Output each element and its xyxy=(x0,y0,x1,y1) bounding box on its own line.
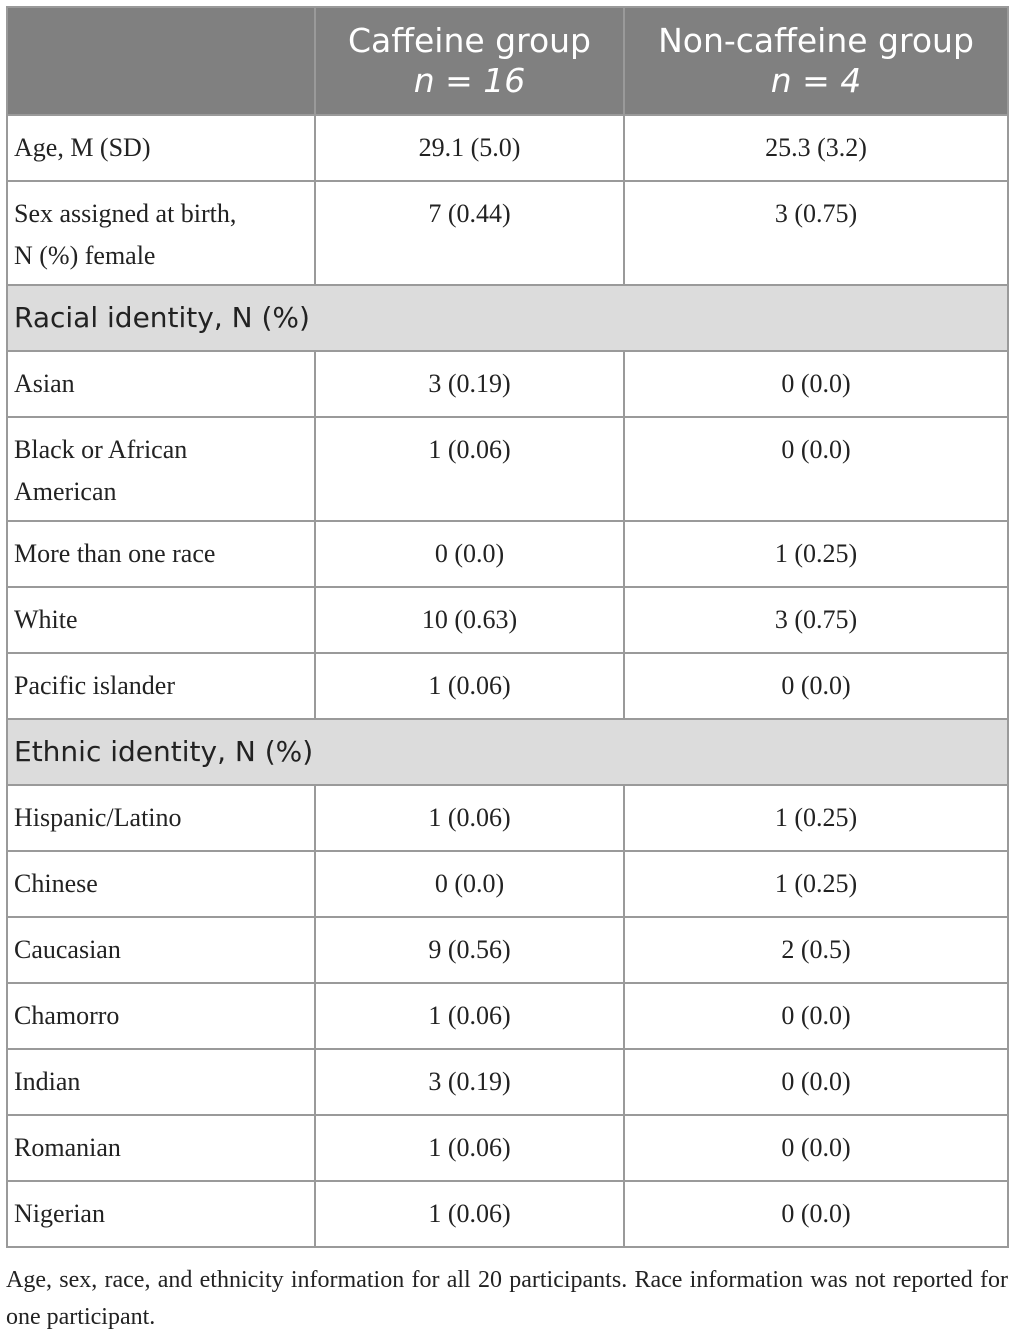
noncaffeine-value: 0 (0.0) xyxy=(624,1115,1008,1181)
caffeine-value: 0 (0.0) xyxy=(315,851,624,917)
noncaffeine-value: 0 (0.0) xyxy=(624,1049,1008,1115)
table-row-age xyxy=(7,115,1008,181)
caffeine-value: 9 (0.56) xyxy=(315,917,624,983)
noncaffeine-value: 3 (0.75) xyxy=(624,181,1008,285)
caffeine-value: 1 (0.06) xyxy=(315,417,624,521)
row-label-line: American xyxy=(14,477,117,506)
row-label-line: Black or African xyxy=(14,435,188,464)
caffeine-value: 3 (0.19) xyxy=(315,1049,624,1115)
noncaffeine-value: 0 (0.0) xyxy=(624,1181,1008,1247)
caffeine-value: 29.1 (5.0) xyxy=(315,115,624,181)
noncaffeine-group-n: n = 4 xyxy=(770,61,862,100)
noncaffeine-value: 3 (0.75) xyxy=(624,587,1008,653)
row-label: White xyxy=(7,587,315,653)
caffeine-value: 1 (0.06) xyxy=(315,653,624,719)
caffeine-value: 1 (0.06) xyxy=(315,1115,624,1181)
table-footnote: Age, sex, race, and ethnicity information for all 20 participants. Race information was not reported for one participant. xyxy=(6,1267,1008,1330)
table-row xyxy=(7,417,1008,521)
noncaffeine-value: 0 (0.0) xyxy=(624,351,1008,417)
row-label: Asian xyxy=(7,351,315,417)
table-row xyxy=(7,1181,1008,1247)
caffeine-value: 0 (0.0) xyxy=(315,521,624,587)
caffeine-group-title: Caffeine group xyxy=(347,21,592,60)
row-label xyxy=(7,181,315,285)
noncaffeine-value: 0 (0.0) xyxy=(624,417,1008,521)
row-label: Indian xyxy=(7,1049,315,1115)
demographics-table xyxy=(6,6,1009,1248)
row-label xyxy=(7,417,315,521)
noncaffeine-value: 2 (0.5) xyxy=(624,917,1008,983)
row-label-line: Sex assigned at birth, xyxy=(14,199,237,228)
table-row xyxy=(7,521,1008,587)
table-row xyxy=(7,917,1008,983)
row-label: More than one race xyxy=(7,521,315,587)
caffeine-value: 1 (0.06) xyxy=(315,785,624,851)
table-header-row xyxy=(7,7,1008,115)
header-noncaffeine-group xyxy=(624,7,1008,115)
row-label: Pacific islander xyxy=(7,653,315,719)
section-ethnic-identity xyxy=(7,719,1008,785)
table-row xyxy=(7,851,1008,917)
row-label-line: N (%) female xyxy=(14,241,156,270)
noncaffeine-value: 1 (0.25) xyxy=(624,785,1008,851)
noncaffeine-value: 0 (0.0) xyxy=(624,983,1008,1049)
table-row xyxy=(7,653,1008,719)
table-row xyxy=(7,1049,1008,1115)
caffeine-value: 3 (0.19) xyxy=(315,351,624,417)
noncaffeine-group-title: Non-caffeine group xyxy=(658,21,974,60)
caffeine-value: 1 (0.06) xyxy=(315,983,624,1049)
noncaffeine-value: 1 (0.25) xyxy=(624,851,1008,917)
row-label: Hispanic/Latino xyxy=(7,785,315,851)
caffeine-value: 7 (0.44) xyxy=(315,181,624,285)
noncaffeine-value: 25.3 (3.2) xyxy=(624,115,1008,181)
header-empty-cell xyxy=(7,7,315,115)
row-label: Romanian xyxy=(7,1115,315,1181)
noncaffeine-value: 0 (0.0) xyxy=(624,653,1008,719)
section-title: Racial identity, N (%) xyxy=(7,285,1008,351)
row-label: Chamorro xyxy=(7,983,315,1049)
row-label: Caucasian xyxy=(7,917,315,983)
section-title: Ethnic identity, N (%) xyxy=(7,719,1008,785)
table-row xyxy=(7,587,1008,653)
noncaffeine-value: 1 (0.25) xyxy=(624,521,1008,587)
row-label: Age, M (SD) xyxy=(7,115,315,181)
caffeine-group-n: n = 16 xyxy=(413,61,526,100)
table-row xyxy=(7,785,1008,851)
table-row xyxy=(7,1115,1008,1181)
caffeine-value: 1 (0.06) xyxy=(315,1181,624,1247)
table-row xyxy=(7,983,1008,1049)
table-row xyxy=(7,351,1008,417)
row-label: Chinese xyxy=(7,851,315,917)
row-label: Nigerian xyxy=(7,1181,315,1247)
table-row-sex xyxy=(7,181,1008,285)
section-racial-identity xyxy=(7,285,1008,351)
header-caffeine-group xyxy=(315,7,624,115)
caffeine-value: 10 (0.63) xyxy=(315,587,624,653)
